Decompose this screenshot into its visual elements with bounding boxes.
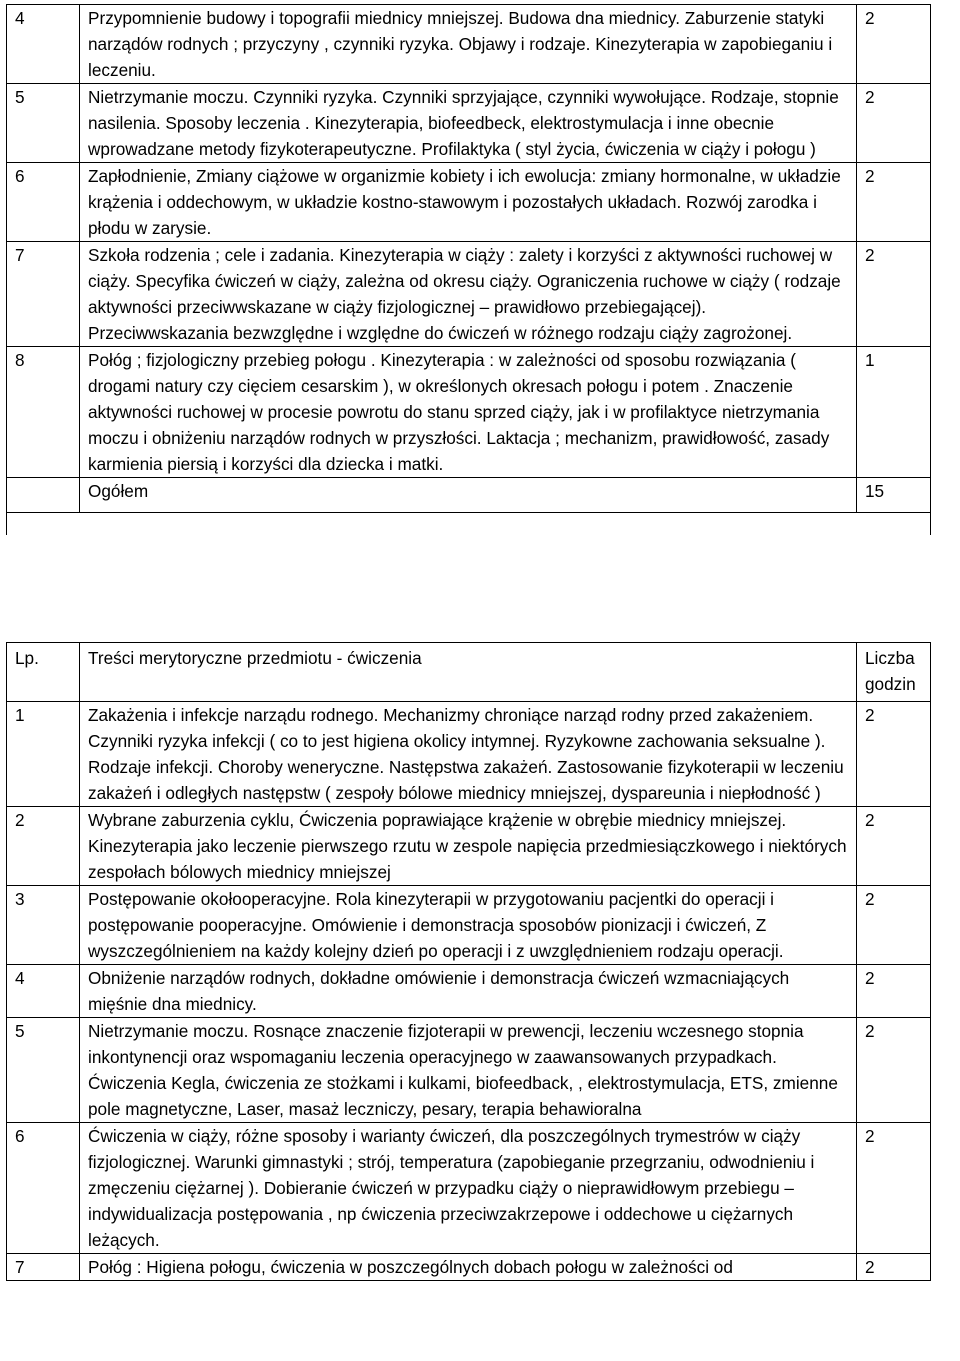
table-row <box>7 163 931 242</box>
header-content: Treści merytoryczne przedmiotu - ćwiczenia <box>80 643 857 702</box>
table-row <box>7 965 931 1018</box>
total-label: Ogółem <box>80 478 857 513</box>
spacer-cell <box>857 513 931 536</box>
row-content: Nietrzymanie moczu. Rosnące znaczenie fizjoterapii w prewencji, leczeniu wczesnego stopnia inkontynencji oraz wspomaganiu leczenia operacyjnego w zaawansowanych przypadkach. Ćwiczenia Kegla, ćwiczenia ze stożkami i kulkami, biofeedback, , elektrostymulacja, ETS, zmienne pole magnetyczne, Laser, masaż leczniczy, pesary, terapia behawioralna <box>80 1018 857 1123</box>
row-hours: 2 <box>857 702 931 807</box>
row-hours: 2 <box>857 1123 931 1254</box>
total-hours: 15 <box>857 478 931 513</box>
row-number: 8 <box>7 347 80 478</box>
row-number: 1 <box>7 702 80 807</box>
row-number: 7 <box>7 242 80 347</box>
row-content: Połóg ; fizjologiczny przebieg połogu . Kinezyterapia : w zależności od sposobu rozwiązania ( drogami natury czy cięciem cesarskim ), w określonych okresach połogu i potem . Znaczenie aktywności ruchowej w procesie powrotu do stanu sprzed ciąży, jak i w profilaktyce nietrzymania moczu i obniżeniu narządów rodnych w przyszłości. Laktacja ; mechanizm, prawidłowość, zasady karmienia piersią i korzyści dla dziecka i matki. <box>80 347 857 478</box>
row-number: 6 <box>7 163 80 242</box>
table-row <box>7 84 931 163</box>
row-number: 6 <box>7 1123 80 1254</box>
spacer-cell <box>80 513 857 536</box>
table-row <box>7 242 931 347</box>
row-hours: 2 <box>857 1254 931 1281</box>
table-row <box>7 1254 931 1281</box>
row-hours: 2 <box>857 807 931 886</box>
row-content: Zakażenia i infekcje narządu rodnego. Mechanizmy chroniące narząd rodny przed zakażeniem. Czynniki ryzyka infekcji ( co to jest higiena okolicy intymnej. Ryzykowne zachowania seksualne ). Rodzaje infekcji. Choroby weneryczne. Następstwa zakażeń. Zastosowanie fizykoterapii w leczeniu zakażeń i odległych następstw ( zespoły bólowe miednicy mniejszej, dyspareunia i niepłodność ) <box>80 702 857 807</box>
row-content: Przypomnienie budowy i topografii miednicy mniejszej. Budowa dna miednicy. Zaburzenie statyki narządów rodnych ; przyczyny , czynniki ryzyka. Objawy i rodzaje. Kinezyterapia w zapobieganiu i leczeniu. <box>80 5 857 84</box>
row-content: Szkoła rodzenia ; cele i zadania. Kinezyterapia w ciąży : zalety i korzyści z aktywności ruchowej w ciąży. Specyfika ćwiczeń w ciąży, zależna od okresu ciąży. Ograniczenia ruchowe w ciąży ( rodzaje aktywności przeciwwskazane w ciąży fizjologicznej – prawidłowo przebiegającej). Przeciwwskazania bezwzględne i względne do ćwiczeń w różnego rodzaju ciąży zagrożonej. <box>80 242 857 347</box>
table-row <box>7 886 931 965</box>
row-content: Postępowanie okołooperacyjne. Rola kinezyterapii w przygotowaniu pacjentki do operacji i postępowanie pooperacyjne. Omówienie i demonstracja sposobów pionizacji i ćwiczeń, Z wyszczególnieniem na każdy kolejny dzień po operacji i z uwzględnieniem rodzaju operacji. <box>80 886 857 965</box>
header-hours: Liczba godzin <box>857 643 931 702</box>
table-row <box>7 702 931 807</box>
row-content: Wybrane zaburzenia cyklu, Ćwiczenia poprawiające krążenie w obrębie miednicy mniejszej. Kinezyterapia jako leczenie pierwszego rzutu w zespole napięcia przedmiesiączkowego i niektórych zespołach bólowych miednicy mniejszej <box>80 807 857 886</box>
row-number: 4 <box>7 965 80 1018</box>
row-hours: 2 <box>857 84 931 163</box>
row-number: 5 <box>7 1018 80 1123</box>
total-empty-cell <box>7 478 80 513</box>
row-number: 4 <box>7 5 80 84</box>
table-row <box>7 5 931 84</box>
table-row <box>7 1123 931 1254</box>
table-row <box>7 1018 931 1123</box>
spacer-cell <box>7 513 80 536</box>
table-row <box>7 807 931 886</box>
row-content: Połóg : Higiena połogu, ćwiczenia w poszczególnych dobach połogu w zależności od <box>80 1254 857 1281</box>
row-hours: 2 <box>857 886 931 965</box>
row-hours: 2 <box>857 5 931 84</box>
header-row <box>7 643 931 702</box>
row-hours: 2 <box>857 163 931 242</box>
row-number: 3 <box>7 886 80 965</box>
total-row <box>7 478 931 513</box>
row-number: 7 <box>7 1254 80 1281</box>
row-hours: 2 <box>857 965 931 1018</box>
row-hours: 1 <box>857 347 931 478</box>
row-content: Ćwiczenia w ciąży, różne sposoby i warianty ćwiczeń, dla poszczególnych trymestrów w ciąży fizjologicznej. Warunki gimnastyki ; strój, temperatura (zapobieganie przegrzaniu, odwodnieniu i zmęczeniu ciężarnej ). Dobieranie ćwiczeń w przypadku ciąży o nieprawidłowym przebiegu – indywidualizacja postępowania , np ćwiczenia przeciwzakrzepowe i oddechowe u ciężarnych leżących. <box>80 1123 857 1254</box>
row-content: Obniżenie narządów rodnych, dokładne omówienie i demonstracja ćwiczeń wzmacniających mięśnie dna miednicy. <box>80 965 857 1018</box>
spacer-row <box>7 513 931 536</box>
curriculum-table-exercises <box>6 642 931 1281</box>
header-lp: Lp. <box>7 643 80 702</box>
row-content: Zapłodnienie, Zmiany ciążowe w organizmie kobiety i ich ewolucja: zmiany hormonalne, w układzie krążenia i oddechowym, w układzie kostno-stawowym i pozostałych układach. Rozwój zarodka i płodu w zarysie. <box>80 163 857 242</box>
row-number: 2 <box>7 807 80 886</box>
row-content: Nietrzymanie moczu. Czynniki ryzyka. Czynniki sprzyjające, czynniki wywołujące. Rodzaje, stopnie nasilenia. Sposoby leczenia . Kinezyterapia, biofeedbeck, elektrostymulacja i inne obecnie wprowadzane metody fizykoterapeutyczne. Profilaktyka ( styl życia, ćwiczenia w ciąży i połogu ) <box>80 84 857 163</box>
row-hours: 2 <box>857 242 931 347</box>
row-hours: 2 <box>857 1018 931 1123</box>
curriculum-table-lectures <box>6 4 931 535</box>
row-number: 5 <box>7 84 80 163</box>
table-row <box>7 347 931 478</box>
